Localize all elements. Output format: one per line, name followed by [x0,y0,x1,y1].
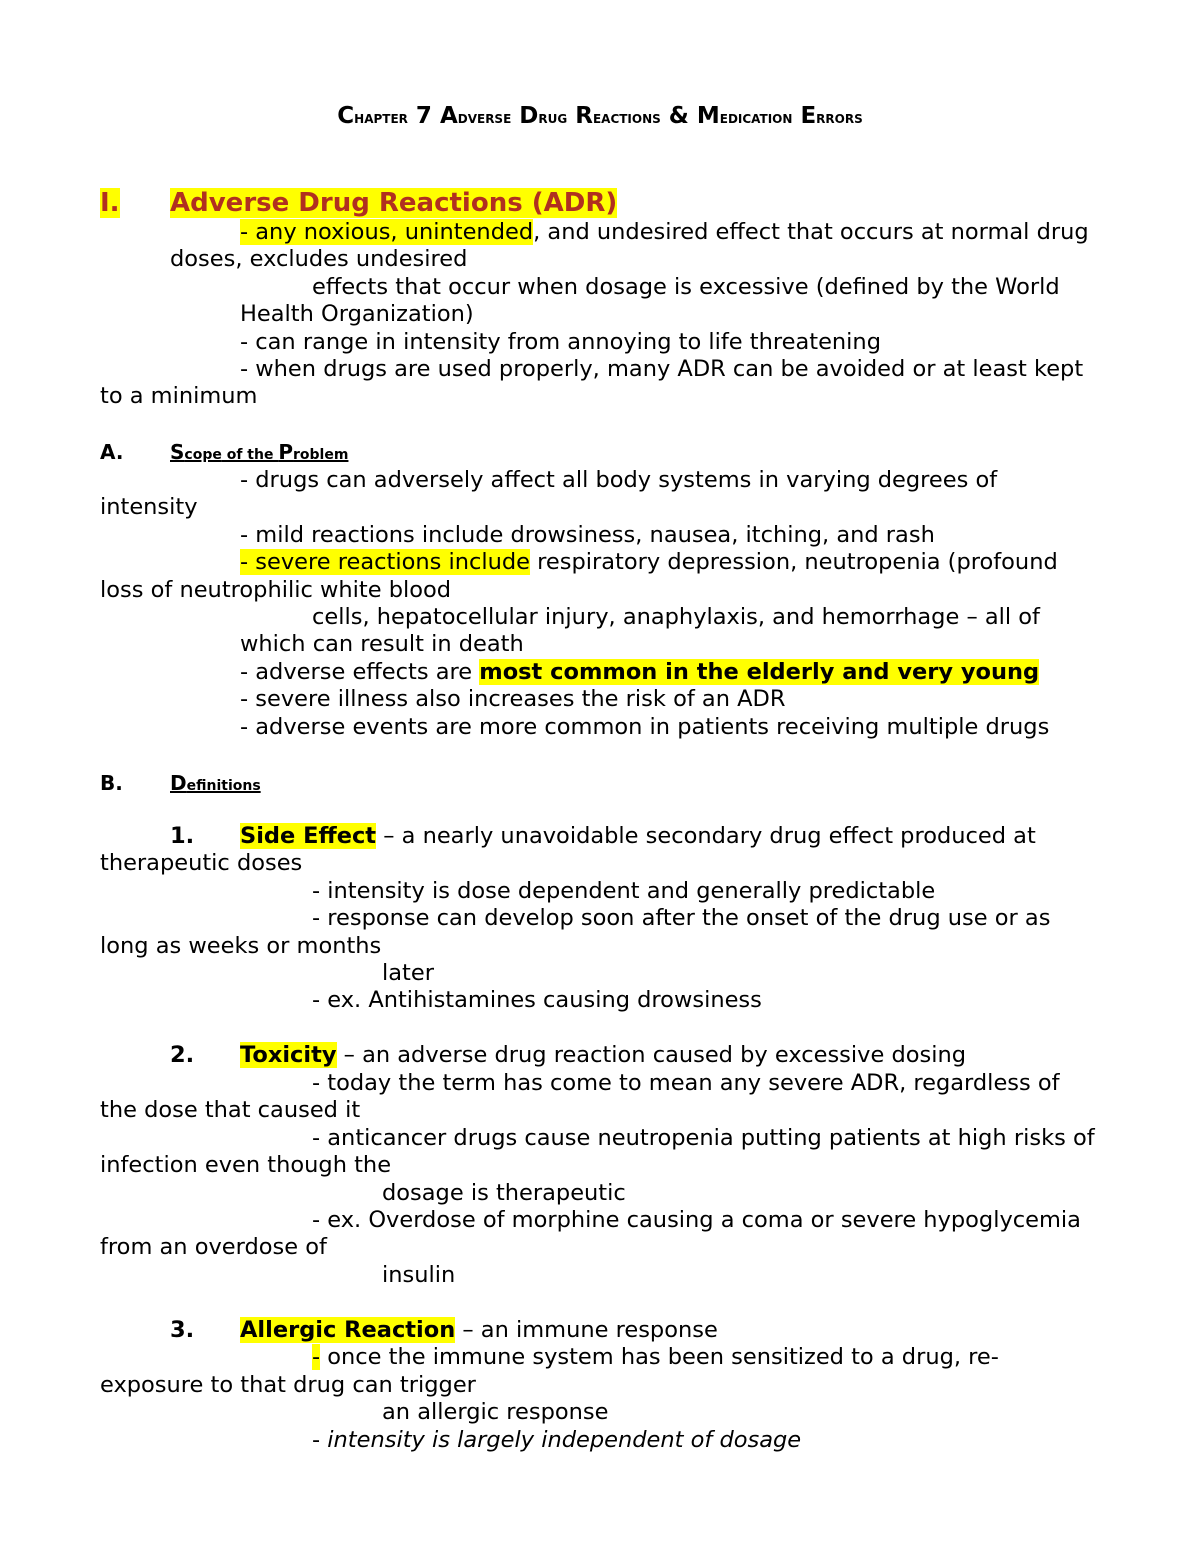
def-3-line-3: exposure to that drug can trigger [100,1372,476,1398]
scope-line-3: - mild reactions include drowsiness, nausea, itching, and rash [240,522,935,548]
scope-line-8: - adverse effects are most common in the elderly and very young [240,659,1040,685]
scope-line-7: which can result in death [240,631,524,657]
def-3-line-4: an allergic response [382,1399,609,1425]
def-3-line-2: - once the immune system has been sensitized to a drug, re- [312,1344,999,1370]
def-1-line-6: later [382,960,434,986]
def-1-number: 1. [170,823,195,849]
section-a-heading: Scope of the Problem [170,440,349,464]
def-2-line-8: from an overdose of [100,1234,327,1260]
def-2-line-3: the dose that caused it [100,1097,361,1123]
scope-line-2: intensity [100,494,198,520]
adr-line-3: effects that occur when dosage is excessive (defined by the World [312,274,1060,300]
def-2-line-2: - today the term has come to mean any severe ADR, regardless of [312,1070,1060,1096]
def-2-line-1: Toxicity – an adverse drug reaction caused by excessive dosing [240,1042,967,1068]
adr-line-1: - any noxious, unintended, and undesired effect that occurs at normal drug [240,219,1089,245]
section-1-heading [100,188,660,218]
adr-line-7: to a minimum [100,383,258,409]
def-3-number: 3. [170,1317,195,1343]
section-1-title: Adverse Drug Reactions (ADR) [170,188,618,218]
adr-line-6: - when drugs are used properly, many ADR can be avoided or at least kept [240,356,1084,382]
def-2-line-9: insulin [382,1262,456,1288]
def-1-line-4: - response can develop soon after the onset of the drug use or as [312,905,1051,931]
adr-line-5: - can range in intensity from annoying to life threatening [240,329,881,355]
scope-line-6: cells, hepatocellular injury, anaphylaxis, and hemorrhage – all of [312,604,1040,630]
section-a-label: A. [100,440,124,464]
adr-line-2: doses, excludes undesired [170,246,468,272]
def-2-line-4: - anticancer drugs cause neutropenia putting patients at high risks of [312,1125,1095,1151]
scope-line-1: - drugs can adversely affect all body systems in varying degrees of [240,467,998,493]
def-1-line-2: therapeutic doses [100,850,303,876]
def-2-line-7: - ex. Overdose of morphine causing a coma or severe hypoglycemia [312,1207,1081,1233]
adr-line-4: Health Organization) [240,301,474,327]
def-3-line-5: - intensity is largely independent of dosage [312,1427,802,1453]
def-2-line-6: dosage is therapeutic [382,1180,626,1206]
def-2-line-5: infection even though the [100,1152,392,1178]
def-1-line-5: long as weeks or months [100,933,382,959]
def-1-line-1: Side Effect – a nearly unavoidable secondary drug effect produced at [240,823,1036,849]
section-b-heading: Definitions [170,771,261,795]
def-2-number: 2. [170,1042,195,1068]
def-1-line-3: - intensity is dose dependent and generally predictable [312,878,936,904]
def-1-line-7: - ex. Antihistamines causing drowsiness [312,987,762,1013]
section-b-label: B. [100,771,123,795]
scope-line-9: - severe illness also increases the risk of an ADR [240,686,786,712]
scope-line-5: loss of neutrophilic white blood [100,577,452,603]
scope-line-4: - severe reactions include respiratory depression, neutropenia (profound [240,549,1058,575]
def-3-line-1: Allergic Reaction – an immune response [240,1317,718,1343]
scope-line-10: - adverse events are more common in patients receiving multiple drugs [240,714,1050,740]
section-1-number: I. [100,188,120,218]
chapter-title: Chapter 7 Adverse Drug Reactions & Medication Errors [337,103,863,129]
